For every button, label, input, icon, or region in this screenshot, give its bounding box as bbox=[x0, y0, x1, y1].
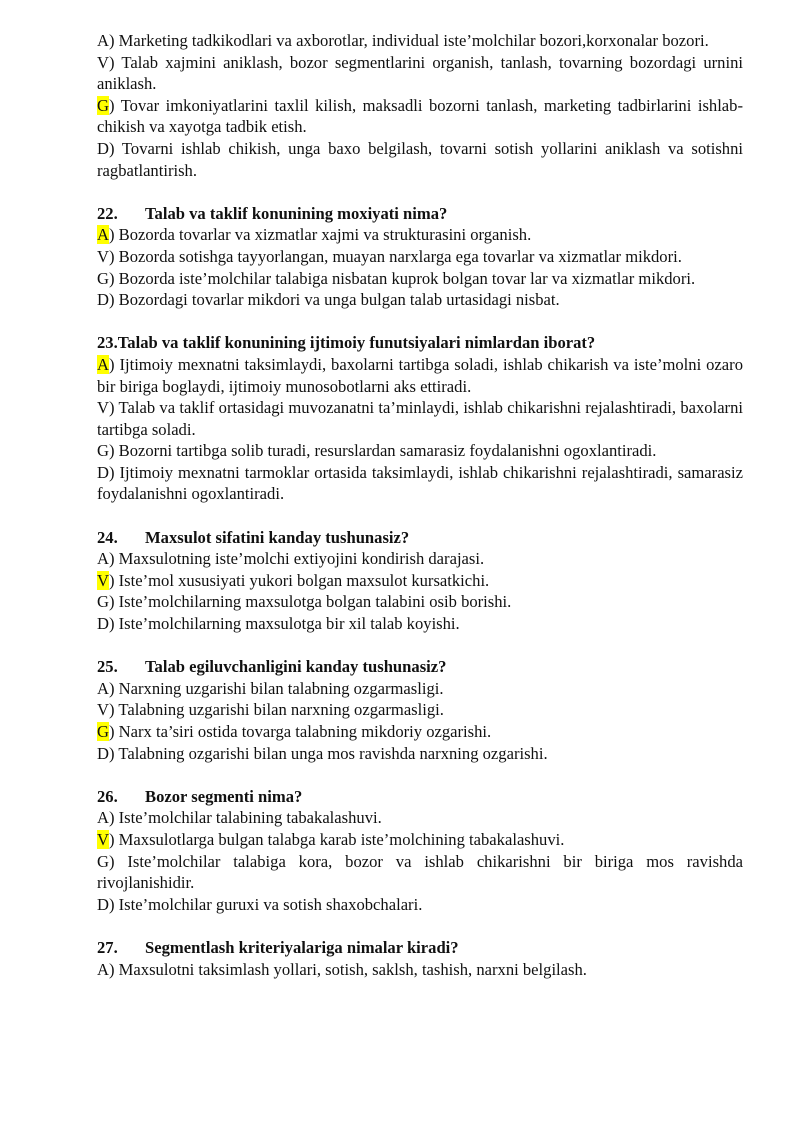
answer-letter: A bbox=[97, 31, 109, 50]
answer-option bbox=[97, 829, 743, 851]
answer-text: ) Bozorda tovarlar va xizmatlar xajmi va strukturasini organish. bbox=[108, 225, 532, 245]
answer-text: ) Iste’molchilarning maxsulotga bolgan talabini osib borishi. bbox=[108, 592, 512, 612]
answer-option bbox=[97, 354, 743, 397]
answer-option bbox=[97, 289, 743, 311]
question-heading bbox=[97, 527, 743, 549]
answer-text: ) Iste’mol xususiyati yukori bolgan maxsulot kursatkichi. bbox=[108, 570, 490, 590]
answer-letter: V bbox=[97, 700, 109, 720]
answer-option bbox=[97, 613, 743, 635]
answer-text: ) Talabning ozgarishi bilan unga mos ravishda narxning ozgarishi. bbox=[108, 743, 548, 763]
answer-option bbox=[97, 851, 743, 894]
question-block bbox=[97, 203, 743, 311]
answer-letter: D bbox=[97, 138, 109, 158]
answer-text: ) Talab va taklif ortasidagi muvozanatni ta’minlaydi, ishlab chikarishni rejalashtiradi, baxolarni tartibga soladi. bbox=[97, 398, 743, 439]
question-heading bbox=[97, 656, 743, 678]
answer-option bbox=[97, 30, 743, 52]
answer-text: ) Bozorda sotishga tayyorlangan, muayan narxlarga ega tovarlar va xizmatlar mikdori. bbox=[108, 246, 682, 266]
question-number: 26. bbox=[97, 786, 118, 806]
question-heading bbox=[97, 786, 743, 808]
answer-text: ) Maxsulotlarga bulgan talabga karab iste’molchining tabakalashuvi. bbox=[108, 829, 565, 849]
answer-option bbox=[97, 138, 743, 181]
question-heading bbox=[97, 937, 743, 959]
answer-letter: A bbox=[97, 678, 109, 698]
answer-text: ) Bozordagi tovarlar mikdori va unga bulgan talab urtasidagi nisbat. bbox=[108, 290, 560, 310]
answer-option bbox=[97, 743, 743, 765]
answer-text: ) Iste’molchilar talabining tabakalashuvi. bbox=[108, 808, 382, 828]
answer-option bbox=[97, 246, 743, 268]
answer-letter: G bbox=[97, 592, 109, 612]
answer-option bbox=[97, 721, 743, 743]
answer-option bbox=[97, 959, 743, 981]
answer-letter: G bbox=[97, 441, 109, 461]
question-text: Bozor segmenti nima? bbox=[145, 786, 303, 806]
answer-text: ) Iste’molchilar talabiga kora, bozor va ishlab chikarishni bir biriga mos ravishda rivojlanishidir. bbox=[97, 851, 743, 893]
answer-text: ) Ijtimoiy mexnatni taksimlaydi, baxolarni tartibga soladi, ishlab chikarish va iste’molni ozaro bir biriga boglaydi, ijtimoiy munosobotlarni aks ettiradi. bbox=[97, 354, 743, 396]
answer-option bbox=[97, 807, 743, 829]
question-number: 25. bbox=[97, 657, 118, 677]
answer-option bbox=[97, 591, 743, 613]
answer-option bbox=[97, 699, 743, 721]
answer-option bbox=[97, 548, 743, 570]
question-number: 22. bbox=[97, 203, 118, 223]
answer-option bbox=[97, 95, 743, 138]
question-block bbox=[97, 332, 743, 505]
answer-text: ) Talab xajmini aniklash, bozor segmentlarini organish, tanlash, tovarning bozordagi urnini aniklash. bbox=[97, 52, 743, 94]
answer-letter: D bbox=[97, 290, 109, 310]
answer-option bbox=[97, 397, 743, 440]
answer-letter: A bbox=[97, 959, 109, 979]
answer-option bbox=[97, 440, 743, 462]
answer-letter: D bbox=[97, 462, 109, 482]
question-text: Talab va taklif konunining moxiyati nima? bbox=[145, 203, 448, 223]
question-number: 27. bbox=[97, 937, 118, 957]
correct-answer-letter: V bbox=[97, 829, 109, 849]
question-text: Maxsulot sifatini kanday tushunasiz? bbox=[145, 527, 410, 547]
answer-text: ) Iste’molchilarning maxsulotga bir xil talab koyishi. bbox=[108, 614, 460, 634]
correct-answer-letter: A bbox=[97, 354, 109, 374]
correct-answer-letter: A bbox=[97, 225, 109, 245]
answer-letter: A bbox=[97, 808, 109, 828]
answer-text: ) Maxsulotni taksimlash yollari, sotish, saklsh, tashish, narxni belgilash. bbox=[108, 959, 587, 979]
answer-text: ) Tovar imkoniyatlarini taxlil kilish, maksadli bozorni tanlash, marketing tadbirlarini ishlab-chikish va xayotga tadbik etish. bbox=[97, 95, 743, 137]
answer-letter: D bbox=[97, 743, 109, 763]
answer-text: ) Tovarni ishlab chikish, unga baxo belgilash, tovarni sotish yollarini aniklash va sotishni ragbatlantirish. bbox=[97, 138, 743, 180]
answer-text: ) Bozorni tartibga solib turadi, resurslardan samarasiz foydalanishni ogoxlantiradi. bbox=[108, 441, 657, 461]
answer-text: ) Marketing tadkikodlari va axborotlar, individual iste’molchilar bozori,korxonalar bozori. bbox=[108, 31, 709, 50]
correct-answer-letter: V bbox=[97, 570, 109, 590]
answer-text: ) Talabning uzgarishi bilan narxning ozgarmasligi. bbox=[108, 700, 444, 720]
answer-text: ) Iste’molchilar guruxi va sotish shaxobchalari. bbox=[108, 894, 423, 914]
answer-letter: D bbox=[97, 894, 109, 914]
question-block bbox=[97, 656, 743, 764]
answer-option bbox=[97, 224, 743, 246]
question-text: Talab va taklif konunining ijtimoiy funutsiyalari nimlardan iborat? bbox=[117, 333, 596, 353]
question-number: 24. bbox=[97, 527, 118, 547]
answer-letter: G bbox=[97, 851, 109, 871]
answer-text: ) Ijtimoiy mexnatni tarmoklar ortasida taksimlaydi, ishlab chikarishni rejalashtiradi, samarasiz foydalanishni ogoxlantiradi. bbox=[97, 462, 743, 504]
answer-letter: A bbox=[97, 549, 109, 569]
answer-option bbox=[97, 894, 743, 916]
question-block bbox=[97, 527, 743, 635]
answer-option bbox=[97, 268, 743, 290]
answer-text: ) Bozorda iste’molchilar talabiga nisbatan kuprok bolgan tovar lar va xizmatlar mikdori. bbox=[108, 268, 696, 288]
answer-option bbox=[97, 678, 743, 700]
answer-letter: V bbox=[97, 398, 109, 418]
question-block bbox=[97, 30, 743, 181]
answer-option bbox=[97, 462, 743, 505]
answer-option bbox=[97, 570, 743, 592]
answer-text: ) Narx ta’siri ostida tovarga talabning mikdoriy ozgarishi. bbox=[108, 722, 492, 741]
answer-text: ) Maxsulotning iste’molchi extiyojini kondirish darajasi. bbox=[108, 549, 485, 569]
correct-answer-letter: G bbox=[97, 722, 109, 741]
answer-letter: V bbox=[97, 52, 109, 72]
question-number: 23. bbox=[97, 333, 118, 353]
answer-text: ) Narxning uzgarishi bilan talabning ozgarmasligi. bbox=[108, 678, 444, 698]
answer-option bbox=[97, 52, 743, 95]
document-page bbox=[97, 30, 743, 980]
answer-letter: D bbox=[97, 614, 109, 634]
question-heading bbox=[97, 332, 743, 354]
question-heading bbox=[97, 203, 743, 225]
question-text: Segmentlash kriteriyalariga nimalar kiradi? bbox=[145, 937, 459, 957]
question-block bbox=[97, 786, 743, 916]
answer-letter: G bbox=[97, 268, 109, 288]
question-text: Talab egiluvchanligini kanday tushunasiz? bbox=[145, 657, 447, 677]
question-block bbox=[97, 937, 743, 980]
answer-letter: V bbox=[97, 246, 109, 266]
correct-answer-letter: G bbox=[97, 95, 109, 115]
